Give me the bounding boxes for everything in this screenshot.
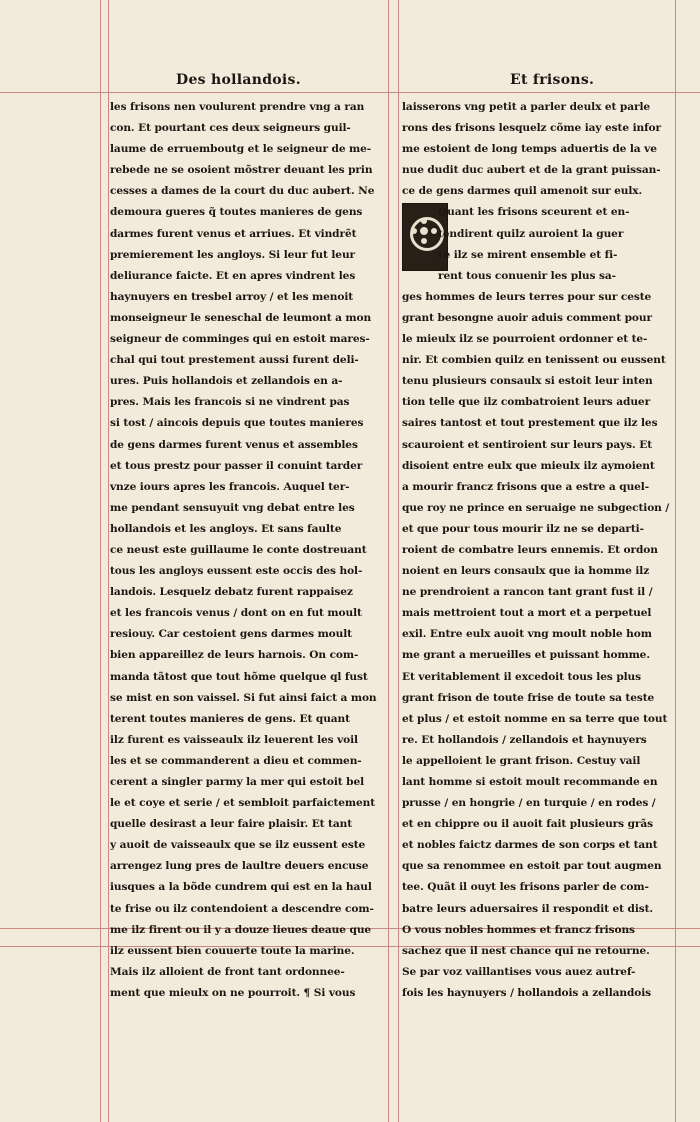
text-line: rebede ne se osoient mõstrer deuant les prin [110,164,373,177]
text-column-left [110,97,386,1004]
text-line: sachez que il nest chance qui ne retourne. [402,944,650,957]
text-line: quelle desirast a leur faire plaisir. Et tant [110,818,353,831]
text-line: tendirent quilz auroient la guer [438,227,624,240]
text-line: re. Et hollandois / zellandois et haynuyers [402,733,647,746]
text-line: fois les haynuyers / hollandois a zellandois [402,986,652,999]
text-line: te frise ou ilz contendoient a descendre com- [110,902,374,915]
text-line: que sa renommee en estoit par tout augmen [402,860,662,873]
margin-rule-left [100,0,101,1122]
gutter-rule-right [398,0,399,1122]
text-line: tee. Quãt il ouyt les frisons parler de com- [402,881,649,894]
text-line: chal qui tout prestement aussi furent deli- [110,354,359,367]
text-line: Mais ilz alloient de front tant ordonnee- [110,965,345,978]
text-line: les frisons nen voulurent prendre vng a ran [110,101,365,113]
text-line: bien appareillez de leurs harnois. On com- [110,649,359,662]
text-line: me ilz firent ou il y a douze lieues deaue que [110,923,372,936]
text-line: exil. Entre eulx auoit vng moult noble hom [402,628,652,641]
text-line: de gens darmes furent venus et assembles [110,438,358,451]
margin-rule-outer-left [108,0,109,1122]
text-line: y auoit de vaisseaulx que se ilz eussent este [110,839,366,852]
running-head-left: Des hollandois. [176,72,301,88]
margin-rule-right [675,0,676,1122]
text-line: se mist en son vaissel. Si fut ainsi faict a mon [110,691,377,704]
text-line: me estoient de long temps aduertis de la ve [402,143,657,156]
text-line: seigneur de comminges qui en estoit mares- [110,333,370,346]
text-line: si tost / aincois depuis que toutes manieres [110,417,364,430]
text-line: landois. Lesquelz debatz furent rappaisez [110,586,353,599]
top-rule [0,92,700,93]
text-line: re ilz se mirent ensemble et fi- [438,248,618,261]
text-line: ilz eussent bien couuerte toute la marine. [110,944,355,957]
text-line: ce neust este guillaume le conte dostreuant [110,543,367,556]
text-line: hollandois et les angloys. Et sans faulte [110,522,342,535]
text-line: tous les angloys eussent este occis des hol- [110,565,363,578]
text-line: vnze iours apres les francois. Auquel ter- [110,480,350,493]
text-line: ilz furent es vaisseaulx ilz leuerent les voil [110,733,358,746]
text-line: mais mettroient tout a mort et a perpetuel [402,607,652,620]
text-line: terent toutes manieres de gens. Et quant [110,712,350,725]
text-line: ce de gens darmes quil amenoit sur eulx. [402,185,643,198]
text-line: tenu plusieurs consaulx si estoit leur inten [402,375,653,388]
text-line: laume de erruemboutg et le seigneur de me- [110,143,372,156]
text-line: con. Et pourtant ces deux seigneurs guil- [110,122,351,135]
text-line: Et veritablement il excedoit tous les plus [402,670,642,683]
text-line: cesses a dames de la court du duc aubert. Ne [110,185,375,198]
text-line: me pendant sensuyuit vng debat entre les [110,501,355,514]
text-line: et les francois venus / dont on en fut moult [110,607,362,620]
text-line: disoient entre eulx que mieulx ilz aymoient [402,459,655,472]
text-line: arrengez lung pres de laultre deuers encuse [110,860,369,873]
text-line: le et coye et serie / et sembloit parfaictement [110,797,376,810]
text-line: et nobles faictz darmes de son corps et tant [402,839,658,852]
gutter-rule-left [388,0,389,1122]
text-line: tion telle que ilz combatroient leurs aduer [402,396,651,409]
text-line: Quant les frisons sceurent et en- [438,206,630,219]
text-line: ne prendroient a rancon tant grant fust il / [402,586,653,599]
text-line: monseigneur le seneschal de leumont a mon [110,311,372,324]
text-line: ures. Puis hollandois et zellandois en a- [110,375,343,388]
text-line: et en chippre ou il auoit fait plusieurs grãs [402,818,654,831]
text-line: scauroient et sentiroient sur leurs pays. Et [402,438,652,451]
text-line: laisserons vng petit a parler deulx et parle [402,101,651,113]
text-line: nir. Et combien quilz en tenissent ou eussent [402,354,666,367]
text-line: que roy ne prince en seruaige ne subgection / [402,501,670,514]
text-line: deliurance faicte. Et en apres vindrent les [110,269,356,282]
text-line: prusse / en hongrie / en turquie / en rodes / [402,797,656,810]
text-line: et tous prestz pour passer il conuint tarder [110,459,363,472]
text-line: premierement les angloys. Si leur fut leur [110,248,356,261]
text-line: batre leurs aduersaires il respondit et dist. [402,902,654,915]
text-line: O vous nobles hommes et francz frisons [402,923,635,936]
text-column-right [402,97,674,1004]
text-line: cerent a singler parmy la mer qui estoit bel [110,776,365,788]
text-line: iusques a la bõde cundrem qui est en la haul [110,881,372,894]
text-line: resiouy. Car cestoient gens darmes moult [110,628,352,641]
text-line: darmes furent venus et arriues. Et vindrẽt [110,227,357,240]
running-head-right: Et frisons. [510,72,595,88]
text-line: a mourir francz frisons que a estre a quel- [402,480,650,493]
text-line: grant besongne auoir aduis comment pour [402,311,652,324]
text-line: demoura gueres q̃ toutes manieres de gens [110,206,363,219]
text-line: Se par voz vaillantises vous auez autref- [402,965,636,978]
text-line: haynuyers en tresbel arroy / et les menoit [110,290,354,303]
text-line: ment que mieulx on ne pourroit. ¶ Si vous [110,986,356,999]
text-line: nue dudit duc aubert et de la grant puissan- [402,164,661,177]
text-line: le mieulx ilz se pourroient ordonner et te- [402,333,648,346]
text-line: et que pour tous mourir ilz ne se departi- [402,522,644,535]
text-line: saires tantost et tout prestement que ilz les [402,417,658,430]
text-line: noient en leurs consaulx que ia homme ilz [402,565,650,578]
text-line: roient de combatre leurs ennemis. Et ordon [402,543,658,556]
text-line: rent tous conuenir les plus sa- [438,269,616,282]
text-line: rons des frisons lesquelz cõme iay este infor [402,122,661,135]
text-line: me grant a merueilles et puissant homme. [402,649,650,662]
text-line: grant frison de toute frise de toute sa teste [402,691,655,704]
text-line: manda tãtost que tout hõme quelque ql fust [110,670,368,683]
text-line: le appelloient le grant frison. Cestuy vail [402,754,641,767]
text-line: lant homme si estoit moult recommande en [402,776,658,788]
text-line: ges hommes de leurs terres pour sur ceste [402,290,652,303]
text-line: et plus / et estoit nomme en sa terre que tout [402,712,668,725]
text-line: les et se commanderent a dieu et commen- [110,754,362,767]
text-line: pres. Mais les francois si ne vindrent pas [110,396,350,409]
